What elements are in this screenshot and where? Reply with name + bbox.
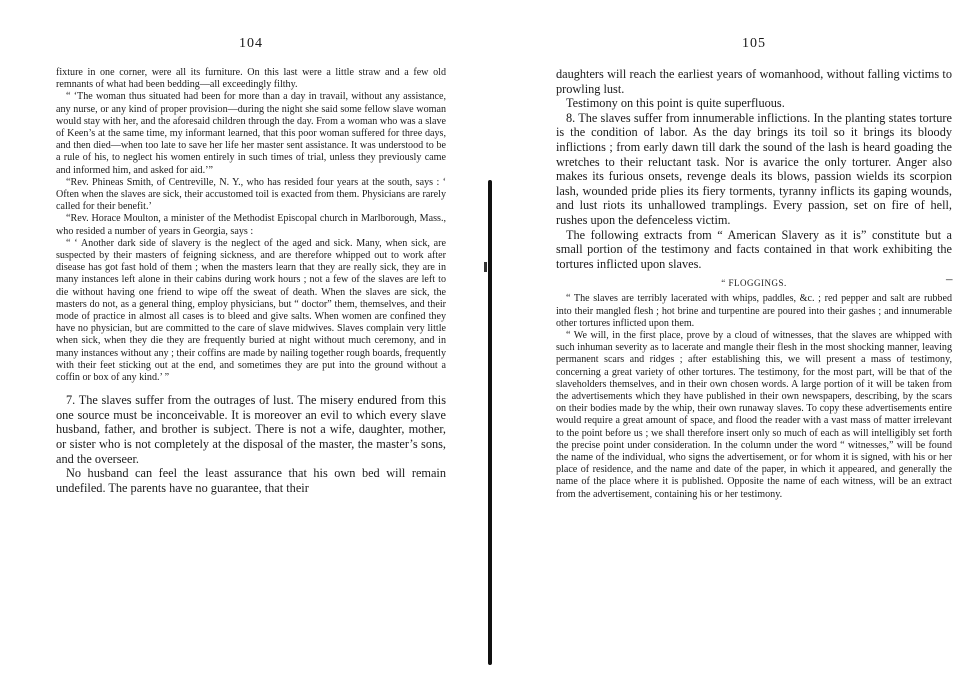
- paragraph: “ We will, in the first place, prove by a cloud of witnesses, that the slaves are whipped with such inhuman severity as to lacerate and mangle their flesh in the most shocking manner, leaving permanent scars and ridges ; after establishing this, we will present a mass of testimony, concerning a great variety of other tortures. The testimony, for the most part, will be that of the slaveholders themselves, and in their own chosen words. A large portion of it will be taken from the advertisements which they have published in their own newspapers, describing, by the scars on their bodies made by the whip, their own runaway slaves. To copy these advertisements entire would require a great amount of space, and flood the reader with a vast mass of matter irrelevant to the point before us ; we shall therefore insert only so much of each as will intelligibly set forth the precise point under consideration. In the column under the word “ witnesses,” will be found the name of the individual, who signs the advertisement, or for whom it is signed, with his or her place of residence, and the name and date of the paper, in which it appeared, and generally the name of the place where it is published. Opposite the name of each witness, will be an extract from the advertisement, containing his or her testimony.: [556, 329, 952, 500]
- paragraph: 8. The slaves suffer from innumerable inflictions. In the planting states torture is the condition of labor. As the day brings its toil so it brings its bloody inflictions ; from early dawn till dark the sound of the lash is heard goading the wretches to their reluctant task. Nor is avarice the only torturer. Anger also makes its furious onsets, revenge deals its blows, passion wields its scorpion lash, wounded pride plies its fiery torments, tyranny inflicts its gaping wounds, and lust riots its unhallowed tramplings. Every passion, set on fire of hell, rushes upon the defenceless victim.: [556, 110, 952, 227]
- paragraph: Testimony on this point is quite superfluous.: [566, 96, 785, 111]
- left-large-text-block: [56, 393, 446, 495]
- margin-mark: –: [946, 271, 953, 286]
- paragraph: daughters will reach the earliest years of womanhood, without falling victims to prowling lust.: [556, 67, 952, 96]
- left-small-text-block: [56, 67, 446, 384]
- paragraph: “Rev. Phineas Smith, of Centreville, N. Y., who has resided four years at the south, says : ‘ Often when the slaves are sick, their accustomed toil is exacted from them. Physicians are rarely called for their benefit.’: [56, 176, 446, 213]
- paragraph: No husband can feel the least assurance that his own bed will remain undefiled. The parents have no guarantee, that their: [56, 466, 446, 495]
- paragraph: “ ‘The woman thus situated had been for more than a day in travail, without any assistance, any nurse, or any kind of proper provision—during the night she said some fellow slave woman would stay with her, and the aforesaid children through the day. From a woman who was a slave of Keen’s at the same time, my informant learned, that this poor woman suffered for three days, and then died—when too late to save her life her master sent assistance. It was understood to be a rule of his, to neglect his women entirely in such times of trial, unless they previously came and informed him, and asked for aid.’”: [56, 91, 446, 176]
- right-large-text-block: [556, 67, 952, 271]
- paragraph: “Rev. Horace Moulton, a minister of the Methodist Episcopal church in Marlborough, Mass., who resided a number of years in Georgia, says :: [56, 213, 446, 237]
- right-small-text-block: [556, 293, 952, 500]
- section-heading: “ FLOGGINGS.: [721, 278, 787, 289]
- paragraph: The following extracts from “ American Slavery as it is” constitute but a small portion of the testimony and facts contained in that work exhibiting the tortures inflicted upon slaves.: [556, 227, 952, 271]
- page-number: 104: [239, 36, 263, 51]
- page-number: 105: [742, 36, 766, 51]
- paragraph: fixture in one corner, were all its furniture. On this last were a little straw and a few old remnants of what had been bedding—all exceedingly filthy.: [56, 67, 446, 91]
- paragraph: 7. The slaves suffer from the outrages of lust. The misery endured from this one source must be inconceivable. It is moreover an evil to which every slave husband, father, and brother is subject. There is not a wife, daughter, mother, or sister who is not completely at the disposal of the master, the master’s sons, and the overseer.: [56, 393, 446, 466]
- paragraph: “ The slaves are terribly lacerated with whips, paddles, &c. ; red pepper and salt are rubbed into their mangled flesh ; hot brine and turpentine are poured into their gashes ; and innumerable other tortures inflicted upon them.: [556, 293, 952, 329]
- paragraph: “ ‘ Another dark side of slavery is the neglect of the aged and sick. Many, when sick, are suspected by their masters of feigning sickness, and are therefore whipped out to work after disease has got fast hold of them ; when the masters learn that they are really sick, they are in many instances left alone in their cabins during work hours ; not a few of the slaves are left to die without having one friend to wipe off the sweat of death. When the slaves are sick, the masters do not, as a general thing, employ physicians, but “ doctor” them, themselves, and their mode of practice in almost all cases is to bleed and give salts. When women are confined they have no physician, but are committed to the care of slave midwives. Slaves complain very little when sick, when they die they are frequently buried at night without much ceremony, and in many instances without any ; their coffins are made by nailing together rough boards, frequently with their feet sticking out at the end, and sometimes they are put into the ground without a coffin or box of any kind.’ ”: [56, 237, 446, 384]
- spine-mark: [484, 262, 487, 272]
- right-page: [490, 0, 980, 682]
